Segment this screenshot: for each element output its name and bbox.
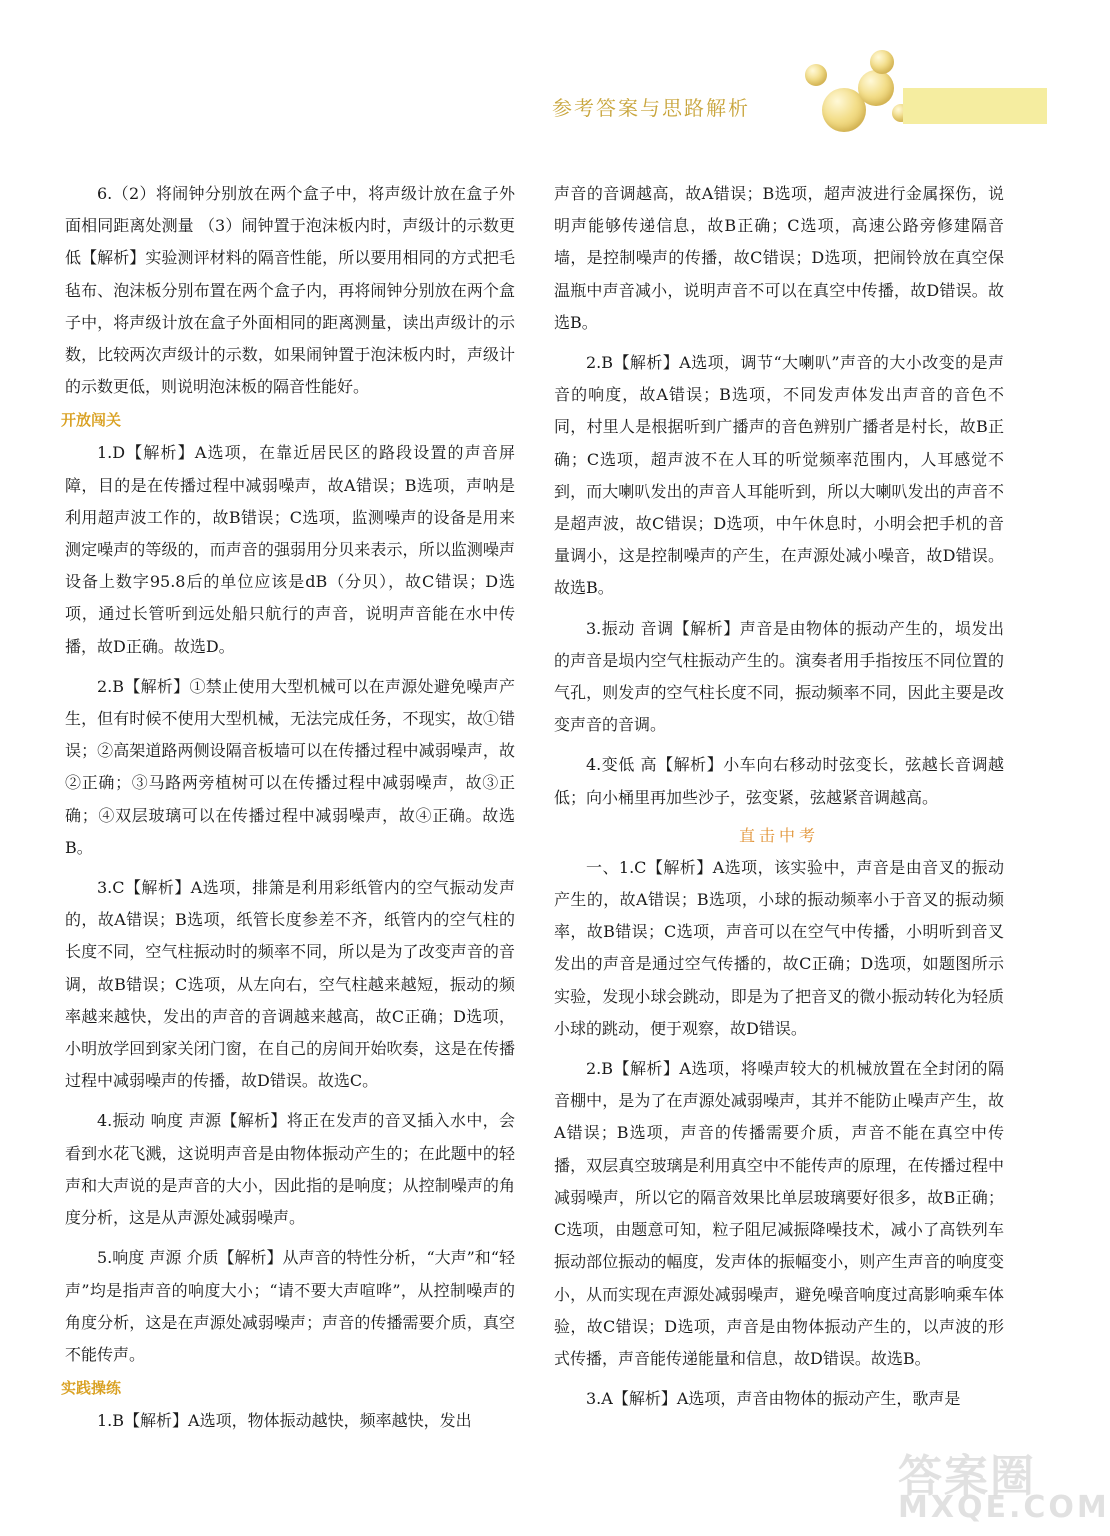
- decorative-bubble-icon: [805, 64, 827, 86]
- left-column: [61, 178, 515, 1437]
- answer-3: 3.C【解析】A选项，排箫是利用彩纸管内的空气振动发声的，故A错误；B选项，纸管长度参差不齐，纸管内的空气柱的长度不同，空气柱振动时的频率不同，所以是为了改变声音的音调，故B错误；C选项，从左向右，空气柱越来越短，振动的频率越来越快，发出的声音的音调越来越高，故C正确；D选项，小明放学回到家关闭门窗，在自己的房间开始吹奏，这是在传播过程中减弱噪声的传播，故D错误。故选C。: [65, 878, 515, 1091]
- decorative-bubble-icon: [858, 70, 894, 106]
- exam-answer-3: 3.A【解析】A选项，声音由物体的振动产生，歌声是: [586, 1389, 961, 1409]
- watermark-bottom: MXQE.COM: [898, 1490, 1110, 1525]
- answer-2: 2.B【解析】①禁止使用大型机械可以在声源处避免噪声产生，但有时候不使用大型机械，无法完成任务，不现实，故①错误；②高架道路两侧设隔音板墙可以在传播过程中减弱噪声，故②正确；③马路两旁植树可以在传播过程中减弱噪声，故③正确；④双层玻璃可以在传播过程中减弱噪声，故④正确。故选B。: [65, 676, 515, 857]
- section-heading-open: 开放闯关: [61, 411, 122, 430]
- section-heading-exam: 直击中考: [738, 825, 819, 845]
- section-heading-practice: 实践操练: [61, 1379, 122, 1398]
- watermark: [898, 1440, 1110, 1530]
- practice-answer-1: 1.B【解析】A选项，物体振动越快，频率越快，发出: [97, 1411, 472, 1431]
- practice-answer-3: 3.振动 音调【解析】声音是由物体的振动产生的，埙发出的声音是埙内空气柱振动产生的。演奏者用手指按压不同位置的气孔，则发声的空气柱长度不同，振动频率不同，因此主要是改变声音的音调。: [554, 618, 1004, 735]
- practice-answer-4: 4.变低 高【解析】小车向右移动时弦变长，弦越长音调越低；向小桶里再加些沙子，弦变紧，弦越紧音调越高。: [554, 755, 1004, 807]
- right-column: [554, 178, 1004, 1415]
- page-header: [0, 0, 1077, 150]
- header-accent-bar: [903, 88, 1047, 124]
- decorative-bubble-icon: [870, 50, 894, 74]
- practice-answer-2: 2.B【解析】A选项，调节“大喇叭”声音的大小改变的是声音的响度，故A错误；B选项，不同发声体发出声音的音色不同，村里人是根据听到广播声的音色辨别广播者是村长，故B正确；C选项，超声波不在人耳的听觉频率范围内，人耳感觉不到，而大喇叭发出的声音人耳能听到，所以大喇叭发出的声音不是超声波，故C错误；D选项，中午休息时，小明会把手机的音量调小，这是控制噪声的产生，在声源处减小噪音，故D错误。故选B。: [554, 353, 1004, 598]
- exam-answer-2: 2.B【解析】A选项，将噪声较大的机械放置在全封闭的隔音棚中，是为了在声源处减弱噪声，其并不能防止噪声产生，故A错误；B选项，声音的传播需要介质，声音不能在真空中传播，双层真空玻璃是利用真空中不能传声的原理，在传播过程中减弱噪声，所以它的隔音效果比单层玻璃要好很多，故B正确；C选项，由题意可知，粒子阻尼减振降噪技术，减小了高铁列车振动部位振动的幅度，发声体的振幅变小，则产生声音的响度变小，从而实现在声源处减弱噪声，避免噪音响度过高影响乘车体验，故C错误；D选项，声音是由物体振动产生的，以声波的形式传播，声音能传递能量和信息，故D错误。故选B。: [554, 1059, 1004, 1368]
- practice-answer-1-continued: 声音的音调越高，故A错误；B选项，超声波进行金属探伤，说明声能够传递信息，故B正确；C选项，高速公路旁修建隔音墙，是控制噪声的传播，故C错误；D选项，把闹铃放在真空保温瓶中声音减小，说明声音不可以在真空中传播，故D错误。故选B。: [554, 184, 1004, 332]
- answer-6: 6.（2）将闹钟分别放在两个盒子中，将声级计放在盒子外面相同距离处测量 （3）闹钟置于泡沫板内时，声级计的示数更低【解析】实验测评材料的隔音性能，所以要用相同的方式把毛毡布、泡沫板分别布置在两个盒子内，再将闹钟分别放在两个盒子中，将声级计放在盒子外面相同的距离测量，读出声级计的示数，比较两次声级计的示数，如果闹钟置于泡沫板内时，声级计的示数更低，则说明泡沫板的隔音性能好。: [65, 184, 515, 397]
- exam-answer-1: 一、1.C【解析】A选项，该实验中，声音是由音叉的振动产生的，故A错误；B选项，小球的振动频率小于音叉的振动频率，故B错误；C选项，声音可以在空气中传播，小明听到音叉发出的声音是通过空气传播的，故C正确；D选项，如题图所示实验，发现小球会跳动，即是为了把音叉的微小振动转化为轻质小球的跳动，便于观察，故D错误。: [554, 857, 1004, 1038]
- answer-4: 4.振动 响度 声源【解析】将正在发声的音叉插入水中，会看到水花飞溅，这说明声音是由物体振动产生的；在此题中的轻声和大声说的是声音的大小，因此指的是响度；从控制噪声的角度分析，这是从声源处减弱噪声。: [65, 1111, 515, 1228]
- answer-1: 1.D【解析】A选项，在靠近居民区的路段设置的声音屏障，目的是在传播过程中减弱噪声，故A错误；B选项，声呐是利用超声波工作的，故B错误；C选项，监测噪声的设备是用来测定噪声的等级的，而声音的强弱用分贝来表示，所以监测噪声设备上数字95.8后的单位应该是dB（分贝），故C错误；D选项，通过长管听到远处船只航行的声音，说明声音能在水中传播，故D正确。故选D。: [65, 443, 515, 656]
- answer-5: 5.响度 声源 介质【解析】从声音的特性分析，“大声”和“轻声”均是指声音的响度大小；“请不要大声喧哗”，从控制噪声的角度分析，这是在声源处减弱噪声；声音的传播需要介质，真空不能传声。: [65, 1248, 515, 1364]
- page-title: 参考答案与思路解析: [552, 96, 750, 120]
- watermark-top: 答案圈: [898, 1451, 1036, 1502]
